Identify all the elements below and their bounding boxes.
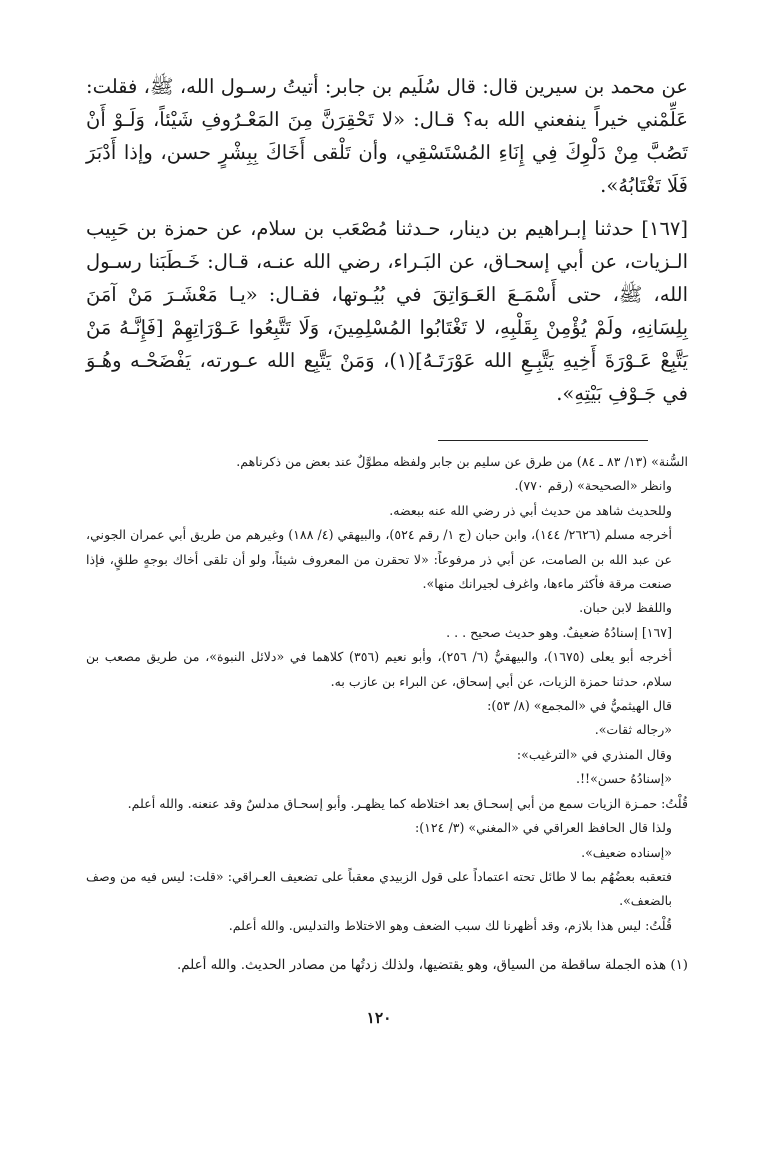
- note-line: قُلْتُ: ليس هذا بلازم، وقد أظهرنا لك سبب الضعف وهو الاختلاط والتدليس. والله أعلم.: [228, 917, 672, 933]
- note-line: وللحديث شاهد من حديث أبي ذر رضي الله عنه ببعضه.: [389, 502, 672, 518]
- note-line: وانظر «الصحيحة» (رقم ٧٧٠).: [514, 478, 672, 494]
- note-line: [١٦٧] إسنادُهُ ضعيفٌ. وهو حديث صحيح . . .: [446, 624, 672, 640]
- main-text: [86, 70, 688, 420]
- note-line: ولذا قال الحافظ العراقي في «المغني» (٣/ ١٢٤):: [414, 820, 672, 836]
- note-line: «إسناده ضعيف».: [581, 844, 672, 860]
- note-line: قُلْتُ: حمـزة الزيات سمع من أبي إسحـاق بعد اختلاطه كما يظهـر. وأبو إسحـاق مدلسٌ وقد عنعنه. والله أعلم.: [127, 795, 688, 811]
- footnote-separator: [438, 440, 648, 441]
- note-line: أخرجه مسلم (٢٦٢٦/ ١٤٤)، وابن حبان (ج ١/ رقم ٥٢٤)، والبيهقي (٤/ ١٨٨) وغيرهم من طريق أبي عمران الجوني، عن عبد الله بن الصامت، عن أبي ذر مرفوعاً: «لا تحقرن من المعروف شيئاً، ولو أن تلقى أخاك بوجهٍ طلقٍ، فإذا صنعت مرقة فأكثر ماءها، واغرف لجيرانك منها».: [86, 527, 673, 592]
- footnote: (١) هذه الجملة ساقطة من السياق، وهو يقتضيها، ولذلك زدتُها من مصادر الحديث. والله أعلم.: [177, 958, 688, 973]
- note-line: فتعقبه بعضُهُم بما لا طائل تحته اعتماداً على قول الزبيدي معقباً على تضعيف العـراقي: «قلت: ليس فيه من وصف بالضعف».: [86, 868, 672, 909]
- note-line: «رجاله ثقات».: [594, 722, 672, 738]
- note-line: السُّنة» (١٣/ ٨٣ ـ ٨٤) من طرق عن سليم بن جابر ولفظه مطوَّلٌ عند بعض من ذكرناهم.: [236, 454, 688, 469]
- commentary-notes: [86, 450, 688, 938]
- note-line: أخرجه أبو يعلى (١٦٧٥)، والبيهقيُّ (٦/ ٢٥٦)، وأبو نعيم (٣٥٦) كلاهما في «دلائل النبوة»، من طريق مصعب بن سلام، حدثنا حمزة الزيات، عن أبي إسحاق، عن البراء بن عازب به.: [86, 649, 672, 689]
- page-number: ١٢٠: [366, 1008, 392, 1027]
- note-line: قال الهيثميُّ في «المجمع» (٨/ ٥٣):: [487, 698, 672, 714]
- note-line: «إسنادُهُ حسن»!!.: [575, 771, 672, 787]
- note-line: وقال المنذري في «الترغيب»:: [516, 746, 672, 762]
- paragraph-hadith-167: [١٦٧] حدثنا إبـراهيم بن دينار، حـدثنا مُصْعَب بن سلام، عن حمزة بن حَبِيب الـزيات، عن أبي إسحـاق، عن البَـراء، رضي الله عنـه، قـال: خَـطَبَنا رسـول الله، ﷺ، حتى أَسْمَـعَ العَـوَاتِقَ في بُيُـوتها، فقـال: «يـا مَعْشَـرَ مَنْ آمَنَ بِلِسَانِهِ، ولَمْ يُؤْمِنْ بِقَلْبِهِ، لا تَغْتَابُوا المُسْلِمِينَ، وَلَا تَتَّبِعُوا عَـوْرَاتِهِمْ [فَإِنَّـهُ مَنْ يَتَّبِعْ عَـوْرَةَ أَخِيهِ يَتَّبِـعِ الله عَوْرَتَـهُ](١)، وَمَنْ يَتَّبِع الله عـورته، يَفْضَحْـه وهُـوَ في جَـوْفِ بَيْتِهِ».: [86, 217, 688, 405]
- note-line: واللفظ لابن حبان.: [579, 600, 672, 616]
- paragraph-hadith-166-end: عن محمد بن سيرين قال: قال سُلَيم بن جابر: أتيتُ رسـول الله، ﷺ، فقلت: عَلِّمْني خيراً ينفعني الله به؟ قـال: «لا تَحْقِرَنَّ مِنَ المَعْـرُوفِ شَيْئاً، وَلَـوْ أَنْ تَصُبَّ مِنْ دَلْوِكَ فِي إِنَاءِ المُسْتَسْقِي، وأن تَلْقى أَخَاكَ بِبِشْرٍ حسن، وإذا أَدْبَرَ فَلَا تَغْتَابُهُ».: [86, 75, 688, 197]
